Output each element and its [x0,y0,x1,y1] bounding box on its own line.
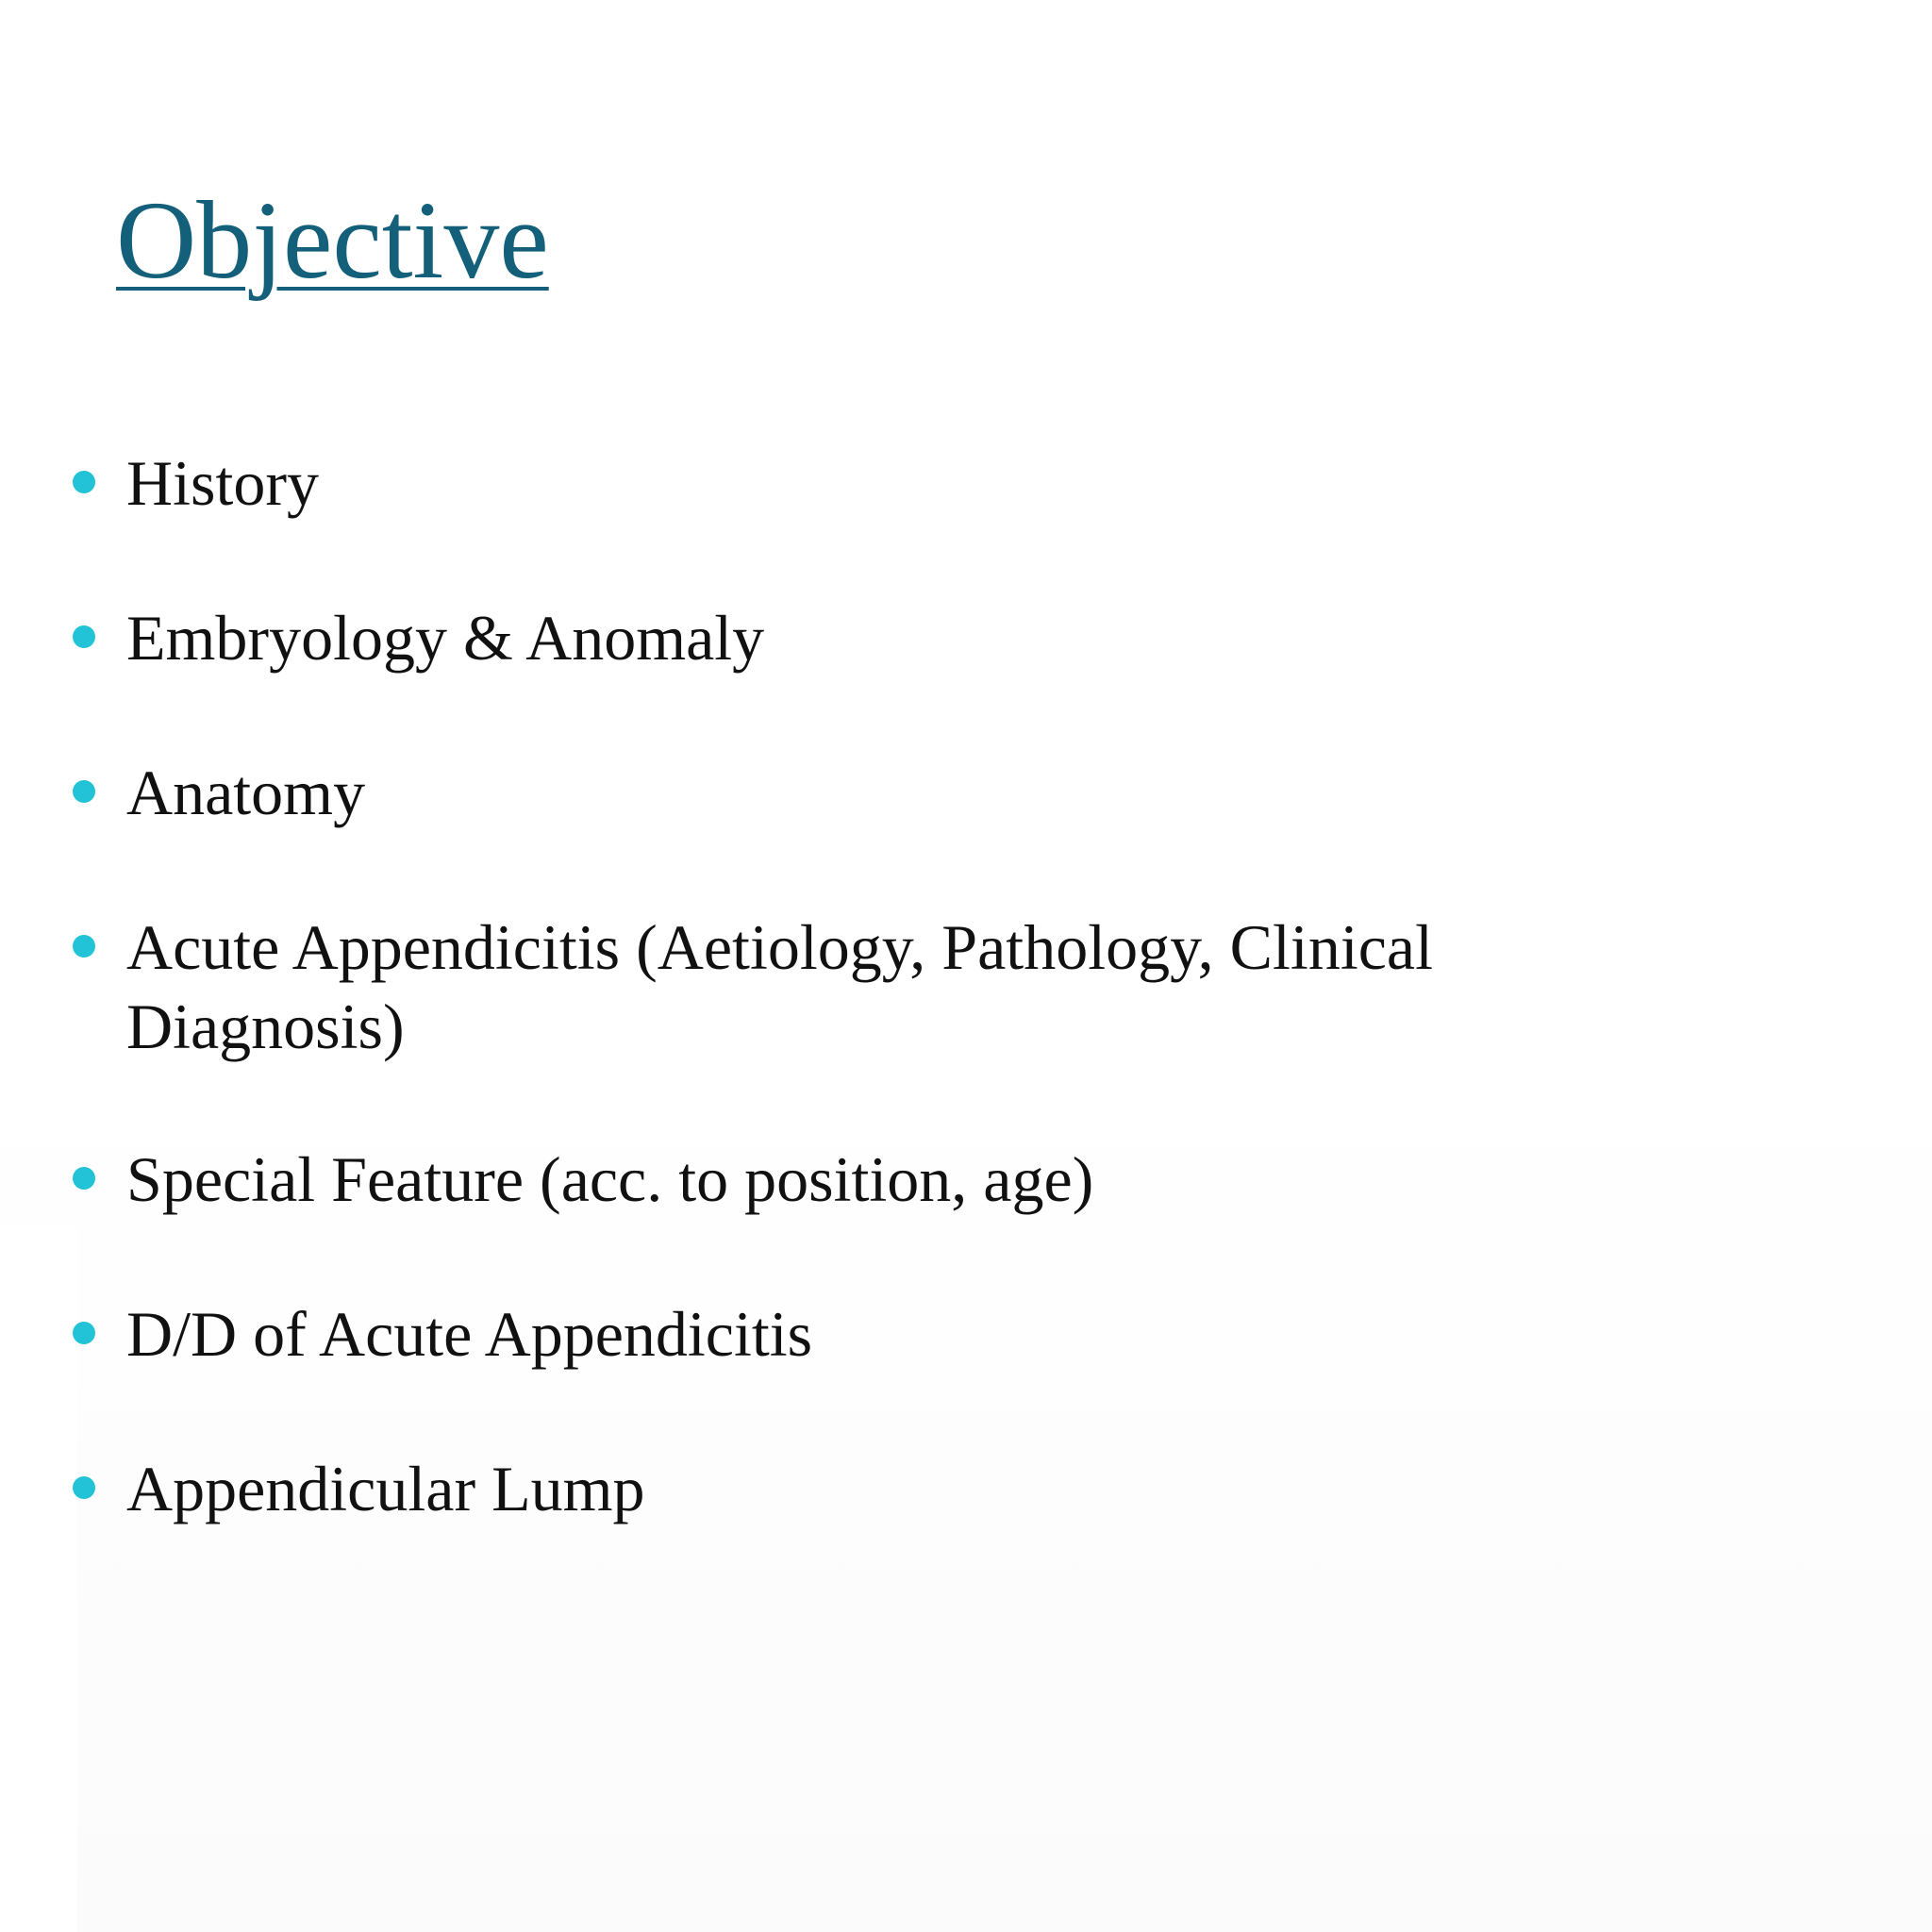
slide-title: Objective [116,178,549,302]
bullet-text: Special Feature (acc. to position, age) [126,1143,1094,1215]
bullet-dot-icon [73,625,95,648]
bullet-text: D/D of Acute Appendicitis [126,1298,813,1370]
bullet-dot-icon [73,935,95,958]
bullet-text: History [126,447,319,519]
bullet-text: Acute Appendicitis (Aetiology, Pathology, Clinical Diagnosis) [126,911,1433,1062]
bullet-text: Appendicular Lump [126,1453,645,1524]
bullet-dot-icon [73,1476,95,1499]
bullet-dot-icon [73,780,95,803]
bullet-text: Embryology & Anomaly [126,602,765,674]
bullet-dot-icon [73,1167,95,1190]
bullet-text: Anatomy [126,757,366,828]
bullet-dot-icon [73,471,95,493]
bullet-dot-icon [73,1322,95,1344]
